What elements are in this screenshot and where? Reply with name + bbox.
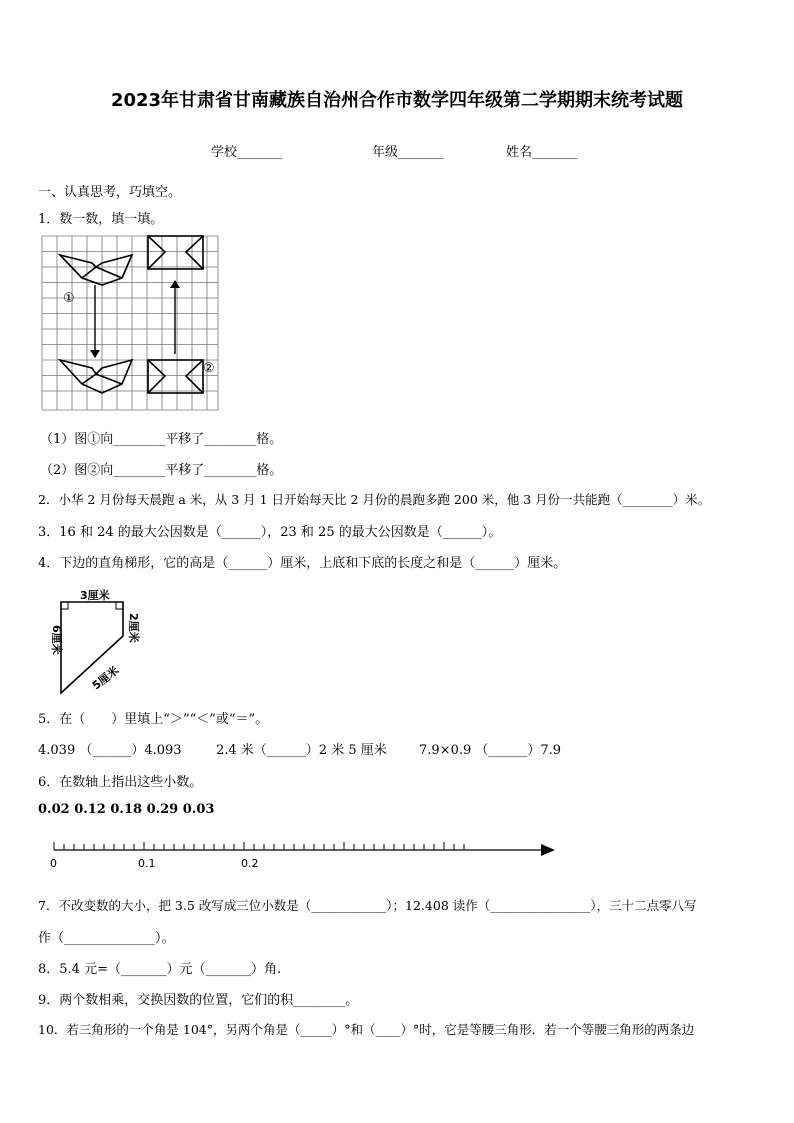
slant-side-label: 5厘米 — [89, 663, 122, 693]
question-5-compare-1: 4.039 （______）4.093 — [38, 743, 182, 758]
right-angle-mark-left — [61, 602, 68, 609]
number-line-ticks — [54, 842, 464, 850]
grid-lines — [42, 236, 218, 410]
figure-1-bottom — [60, 360, 132, 393]
question-6-stem: 6．在数轴上指出这些小数。 — [38, 775, 203, 790]
tick-label-0-1: 0.1 — [138, 857, 156, 870]
tick-label-0: 0 — [50, 857, 57, 870]
number-line — [44, 833, 564, 871]
figure-1-label: ① — [63, 291, 75, 306]
right-side-label: 2厘米 — [127, 613, 140, 643]
question-6-values: 0.02 0.12 0.18 0.29 0.03 — [38, 802, 215, 817]
question-5-compare-2: 2.4 米（______）2 米 5 厘米 — [216, 743, 387, 758]
question-7-line-1: 7．不改变数的大小，把 3.5 改写成三位小数是（____________）；12.408 读作（________________），三十二点零八写 — [38, 898, 697, 913]
height-label: 6厘米 — [50, 625, 63, 655]
question-1-part-2: （2）图②向________平移了________格。 — [40, 463, 283, 478]
translation-grid-figure — [40, 234, 222, 414]
figure-2-label: ② — [203, 361, 215, 376]
question-3: 3．16 和 24 的最大公因数是（______），23 和 25 的最大公因数是（______）。 — [38, 525, 502, 540]
question-8: 8．5.4 元=（_______）元（_______）角. — [38, 962, 282, 977]
school-field: 学校_______ — [211, 145, 283, 160]
question-7-line-2: 作（______________）。 — [38, 931, 175, 946]
question-5-compare-3: 7.9×0.9 （______）7.9 — [419, 743, 562, 758]
question-1-stem: 1．数一数，填一填。 — [38, 212, 164, 227]
figure-2-bottom — [148, 360, 203, 393]
arrow-down-head — [90, 350, 100, 358]
section-heading: 一、认真思考，巧填空。 — [38, 185, 182, 200]
grade-field: 年级_______ — [372, 145, 444, 160]
question-4-stem: 4．下边的直角梯形，它的高是（______）厘米，上底和下底的长度之和是（______）厘米。 — [38, 556, 567, 571]
number-line-arrow — [541, 844, 555, 856]
question-10: 10．若三角形的一个角是 104°，另两个角是（_____）°和（____）°时，它是等腰三角形．若一个等腰三角形的两条边 — [38, 1022, 695, 1037]
tick-label-0-2: 0.2 — [241, 857, 259, 870]
question-5-stem: 5．在（ ）里填上“＞”“＜”或“＝”。 — [38, 712, 269, 727]
arrow-up-head — [170, 280, 180, 288]
figure-1-top — [60, 255, 132, 285]
question-1-part-1: （1）图①向________平移了________格。 — [40, 432, 283, 447]
right-angle-mark-right — [116, 602, 123, 609]
question-2: 2．小华 2 月份每天晨跑 a 米，从 3 月 1 日开始每天比 2 月份的晨跑多跑 200 米，他 3 月份一共能跑（________）米。 — [38, 492, 711, 507]
name-field: 姓名_______ — [506, 145, 578, 160]
question-9: 9．两个数相乘，交换因数的位置，它们的积________。 — [38, 993, 359, 1008]
page-title: 2023年甘肃省甘南藏族自治州合作市数学四年级第二学期期末统考试题 — [110, 90, 684, 111]
top-base-label: 3厘米 — [80, 589, 110, 602]
figure-2-top — [148, 236, 203, 269]
trapezoid-figure — [40, 586, 160, 698]
